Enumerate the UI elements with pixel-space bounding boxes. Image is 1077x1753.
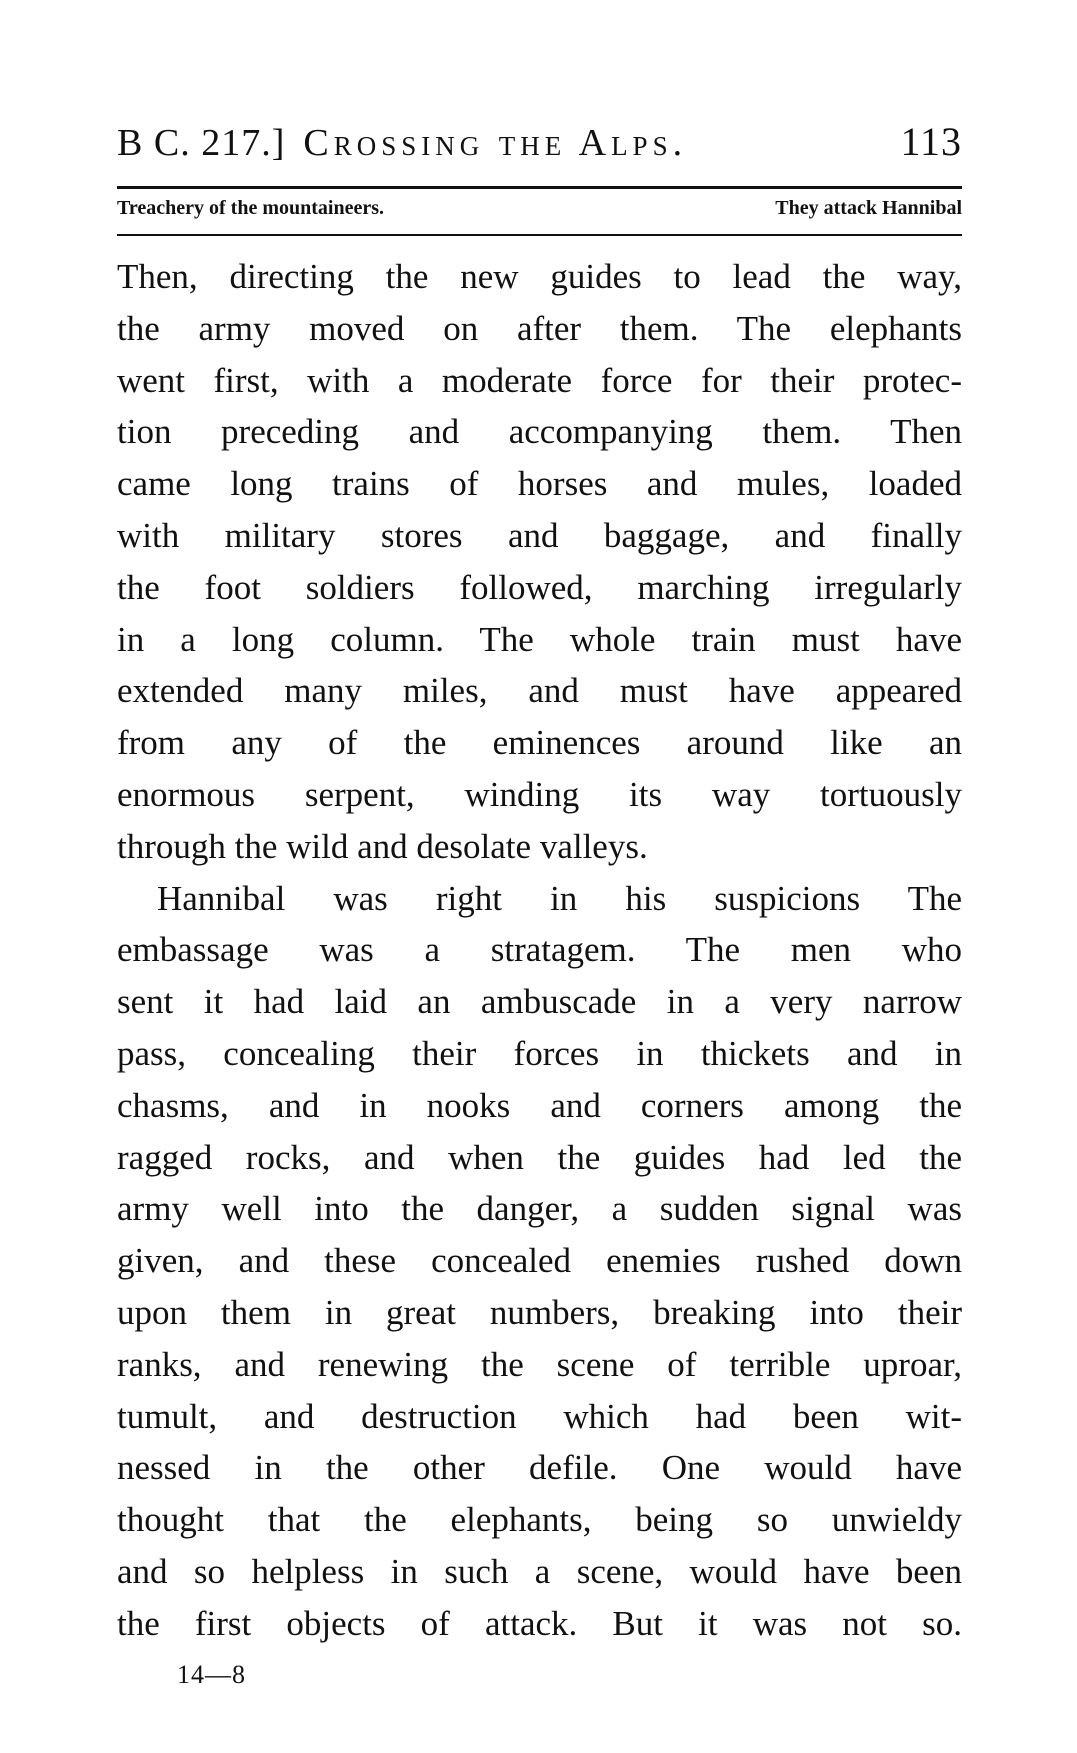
text-line: given, and these concealed enemies rushed down xyxy=(117,1241,962,1281)
text-line: army well into the danger, a sudden signal was xyxy=(117,1189,962,1229)
header-rule-bottom xyxy=(117,234,962,236)
text-line: the foot soldiers followed, marching irregularly xyxy=(117,567,962,607)
text-line: Then, directing the new guides to lead the way, xyxy=(117,257,962,296)
text-line: ranks, and renewing the scene of terrible uproar, xyxy=(117,1344,962,1384)
text-line: enormous serpent, winding its way tortuously xyxy=(117,774,962,814)
sidenote-right: They attack Hannibal xyxy=(775,197,962,219)
text-line: upon them in great numbers, breaking into their xyxy=(117,1292,962,1332)
text-line: the army moved on after them. The elephants xyxy=(117,308,962,348)
text-line: from any of the eminences around like an xyxy=(117,723,962,763)
text-line: the first objects of attack. But it was not so. xyxy=(117,1603,962,1643)
text-line: through the wild and desolate valleys. xyxy=(117,826,648,866)
running-head-title: Crossing the Alps. xyxy=(303,122,688,164)
text-line: extended many miles, and must have appeared xyxy=(117,671,962,711)
text-line: nessed in the other defile. One would have xyxy=(117,1448,962,1488)
text-line: with military stores and baggage, and finally xyxy=(117,515,962,555)
header-rule-top xyxy=(117,186,962,189)
text-line: Hannibal was right in his suspicions The xyxy=(157,878,962,918)
paragraph xyxy=(117,873,962,1650)
text-line: ragged rocks, and when the guides had led the xyxy=(117,1137,962,1177)
page-number: 113 xyxy=(900,119,962,164)
text-line: embassage was a stratagem. The men who xyxy=(117,930,962,970)
text-line: sent it had laid an ambuscade in a very narrow xyxy=(117,982,962,1022)
text-line: and so helpless in such a scene, would have been xyxy=(117,1551,962,1591)
text-line: tion preceding and accompanying them. Then xyxy=(117,412,962,452)
paragraph xyxy=(117,251,962,873)
running-head-left xyxy=(117,121,687,165)
text-line: pass, concealing their forces in thickets and in xyxy=(117,1033,962,1073)
text-line: came long trains of horses and mules, loaded xyxy=(117,464,962,504)
text-line: went first, with a moderate force for their protec- xyxy=(117,360,962,400)
running-head xyxy=(117,118,962,170)
text-line: tumult, and destruction which had been wit- xyxy=(117,1396,962,1436)
text-line: chasms, and in nooks and corners among the xyxy=(117,1085,962,1125)
signature-mark: 14—8 xyxy=(177,1660,246,1689)
running-head-date: B C. 217.] xyxy=(117,122,286,164)
sidenote-left: Treachery of the mountaineers. xyxy=(117,197,384,219)
book-page xyxy=(117,0,962,1753)
text-line: in a long column. The whole train must have xyxy=(117,619,962,659)
body-text xyxy=(117,251,962,1650)
text-line: thought that the elephants, being so unwieldy xyxy=(117,1500,962,1540)
sidenote-bar xyxy=(117,197,962,220)
